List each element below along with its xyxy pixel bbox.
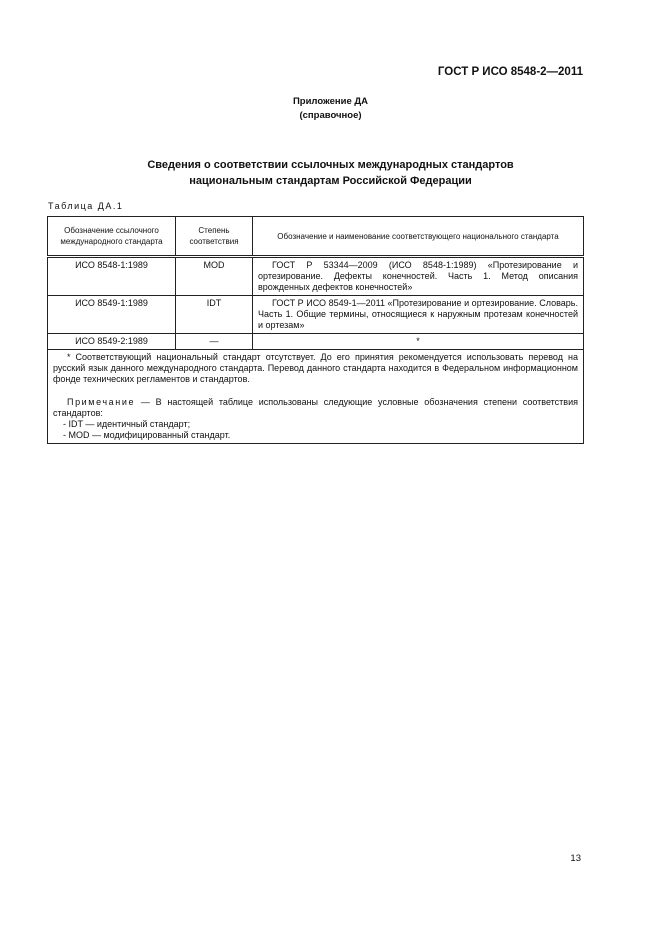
header-national-standard: Обозначение и наименование соответствующего национального стандарта <box>253 217 584 257</box>
appendix-subtitle: (справочное) <box>299 110 362 121</box>
header-degree: Степень соответствия <box>176 217 253 257</box>
table-footer <box>48 350 584 444</box>
cell-degree: MOD <box>176 257 253 296</box>
note-label: Примечание <box>67 397 136 407</box>
cell-national-standard: ГОСТ Р ИСО 8549-1—2011 «Протезирование и ортезирование. Словарь. Часть 1. Общие термины, относящиеся к наружным протезам конечностей и ортезам» <box>253 296 584 334</box>
section-title <box>0 157 661 189</box>
table-row <box>48 257 584 296</box>
cell-degree: IDT <box>176 296 253 334</box>
document-code: ГОСТ Р ИСО 8548-2—2011 <box>437 66 583 78</box>
table-caption: Таблица ДА.1 <box>48 201 124 211</box>
table-header-row <box>48 217 584 257</box>
note-text: — В настоящей таблице использованы следующие условные обозначения степени соответствия стандартов: <box>53 397 578 418</box>
cell-national-standard: * <box>253 334 584 350</box>
appendix-heading <box>0 95 661 123</box>
table-row <box>48 296 584 334</box>
cell-reference-standard: ИСО 8548-1:1989 <box>48 257 176 296</box>
note <box>53 397 578 419</box>
legend-list <box>53 419 578 441</box>
cell-reference-standard: ИСО 8549-1:1989 <box>48 296 176 334</box>
correspondence-table <box>47 216 584 444</box>
cell-degree: — <box>176 334 253 350</box>
footnote: * Соответствующий национальный стандарт отсутствует. До его принятия рекомендуется использовать перевод на русский язык данного международного стандарта. Перевод данного стандарта находится в Федеральном информационном фонде технических регламентов и стандартов. <box>53 352 578 384</box>
page-number: 13 <box>570 853 581 864</box>
table-footer-row <box>48 350 584 444</box>
cell-national-standard: ГОСТ Р 53344—2009 (ИСО 8548-1:1989) «Протезирование и ортезирование. Дефекты конечностей. Часть 1. Метод описания врожденных дефектов конечностей» <box>253 257 584 296</box>
legend-item-mod: - MOD — модифицированный стандарт. <box>63 430 231 440</box>
header-reference-standard: Обозначение ссылочного международного стандарта <box>48 217 176 257</box>
section-title-line-2: национальным стандартам Российской Федерации <box>189 175 472 187</box>
legend-item-idt: - IDT — идентичный стандарт; <box>63 419 191 429</box>
section-title-line-1: Сведения о соответствии ссылочных международных стандартов <box>147 159 514 171</box>
table-row <box>48 334 584 350</box>
cell-reference-standard: ИСО 8549-2:1989 <box>48 334 176 350</box>
appendix-title: Приложение ДА <box>292 96 369 107</box>
